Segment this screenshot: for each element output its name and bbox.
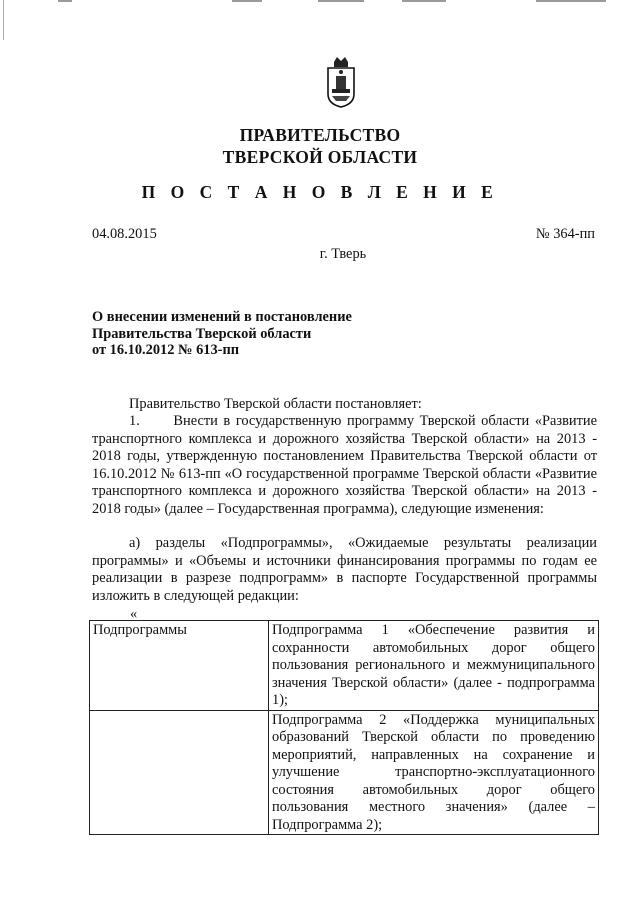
table-row xyxy=(90,710,599,835)
table-cell-text: Подпрограмма 2 «Поддержка муниципальных образований Тверской области по проведению мероприятий, направленных на сохранение и улучшение транспортно-эксплуатационного состояния автомобильных дорог общего пользования местного значения» (далее – Подпрограмма 2); xyxy=(269,710,599,835)
table-cell-label xyxy=(90,710,269,835)
document-type: П О С Т А Н О В Л Е Н И Е xyxy=(141,182,499,202)
scan-artifact xyxy=(3,0,4,40)
document-number: № 364-пп xyxy=(535,226,595,242)
item-1-number: 1. xyxy=(129,413,140,429)
intro-text: Правительство Тверской области постановляет: xyxy=(129,396,422,412)
org-name-line1: ПРАВИТЕЛЬСТВО xyxy=(239,125,401,145)
document-subject xyxy=(92,309,352,359)
item-1a-paragraph xyxy=(92,535,597,605)
scan-artifact xyxy=(58,0,72,2)
item-1a-text: а) разделы «Подпрограммы», «Ожидаемые результаты реализации программы» и «Объемы и источники финансирования программы по годам ее реализации в разрезе подпрограмм» в паспорте Государственной программы изложить в следующей редакции: xyxy=(92,535,597,604)
scan-artifact xyxy=(232,0,262,2)
table-cell-label: Подпрограммы xyxy=(90,621,269,711)
table-row xyxy=(90,621,599,711)
subject-line: Правительства Тверской области xyxy=(92,325,312,342)
table-cell-text: Подпрограмма 1 «Обеспечение развития и сохранности автомобильных дорог общего пользования регионального и межмуниципального значения Тверской области» (далее - подпрограмма 1); xyxy=(269,621,599,711)
item-1-text: Внести в государственную программу Тверской области «Развитие транспортного комплекса и дорожного хозяйства Тверской области» на 2013 - 2018 годы, утвержденную постановлением Правительства Тверской области от 16.10.2012 № 613-пп «О государственной программе Тверской области «Развитие транспортного комплекса и дорожного хозяйства Тверской области» на 2013 - 2018 годы» (далее – Государственная программа), следующие изменения: xyxy=(92,413,597,517)
item-1-paragraph xyxy=(92,413,597,518)
org-name-line2: ТВЕРСКОЙ ОБЛАСТИ xyxy=(222,147,418,167)
scan-artifact xyxy=(402,0,446,2)
scan-artifact xyxy=(536,0,606,2)
document-date: 04.08.2015 xyxy=(92,226,157,242)
document-city: г. Тверь xyxy=(319,246,367,262)
intro-paragraph xyxy=(92,396,597,414)
scan-artifact xyxy=(318,0,364,2)
coat-of-arms-icon xyxy=(326,56,356,108)
subprograms-table xyxy=(89,620,599,835)
subject-line: от 16.10.2012 № 613-пп xyxy=(92,342,240,358)
subject-line: О внесении изменений в постановление xyxy=(92,309,352,325)
open-quote: « xyxy=(130,606,138,622)
